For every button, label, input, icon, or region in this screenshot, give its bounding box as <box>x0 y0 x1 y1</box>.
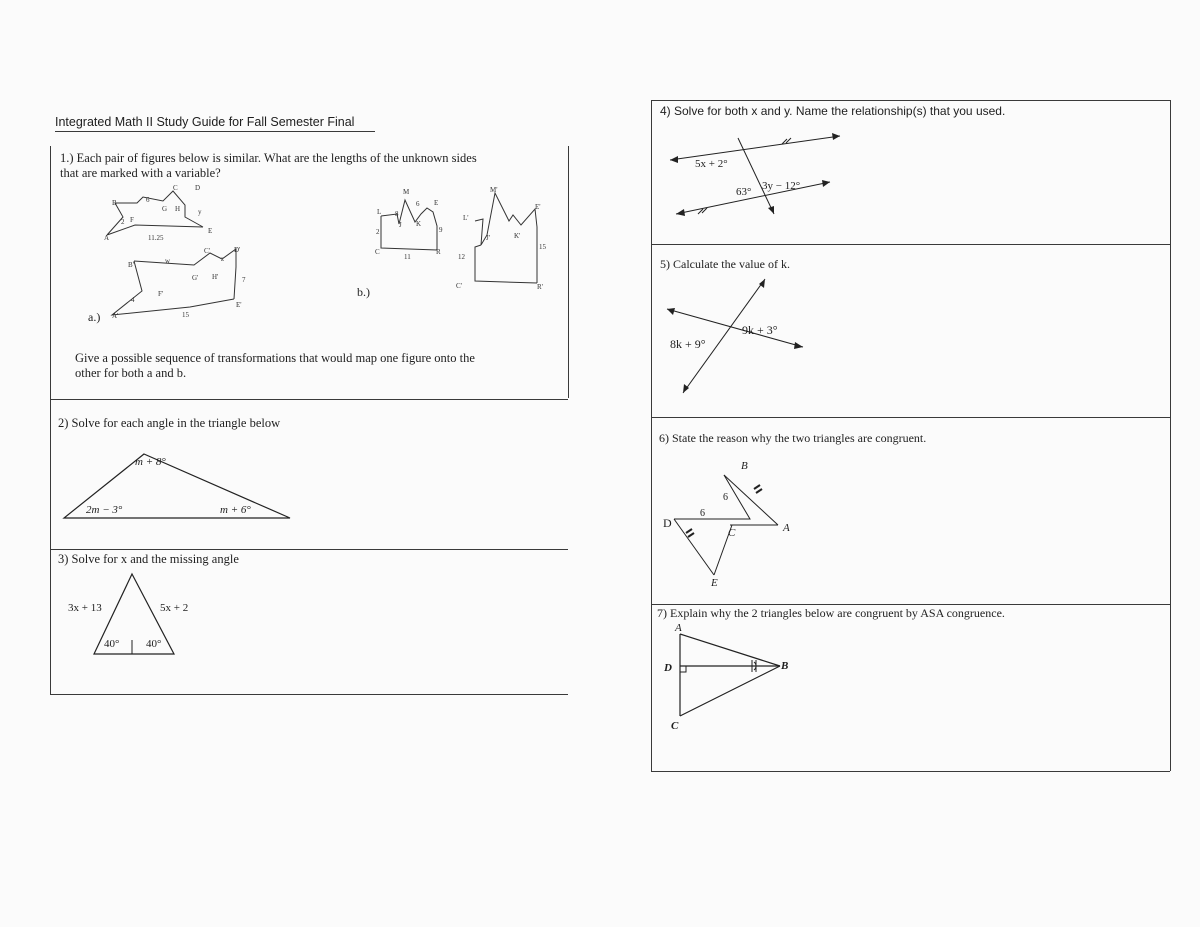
q3-angle-right: 40° <box>146 638 162 650</box>
q6-label-C: C <box>728 527 736 539</box>
fig-a-label-B: B <box>112 199 117 207</box>
q1-figure-b-large <box>465 185 555 295</box>
q4-label-5x: 5x + 2° <box>695 158 728 170</box>
right-top-rule <box>651 100 1170 101</box>
q2-prompt: 2) Solve for each angle in the triangle below <box>58 416 281 430</box>
q6-label-six2: 6 <box>723 492 728 503</box>
fig-a-label-1125: 11.25 <box>148 234 164 242</box>
q7-prompt: 7) Explain why the 2 triangles below are congruent by ASA congruence. <box>657 606 1005 620</box>
q1-followup-line2: other for both a and b. <box>75 366 187 380</box>
fig-a-label-A: A <box>104 234 110 242</box>
q4-diagram <box>670 130 840 220</box>
fig-b-label-J: J <box>399 221 402 229</box>
q6-label-E: E <box>711 577 718 589</box>
fig-b-label-15: 15 <box>539 243 546 251</box>
q6-label-B: B <box>741 460 748 472</box>
fig-b-label-9: 9 <box>439 226 443 234</box>
fig-a-label-F: F <box>130 216 134 224</box>
q7-label-A: A <box>675 622 682 634</box>
fig-a-label-Hprime: H' <box>212 273 219 281</box>
fig-a-label-C: C <box>173 184 178 192</box>
q2-bottom-rule <box>50 549 568 550</box>
q6-label-A: A <box>783 522 790 534</box>
fig-a-label-6: 6 <box>146 196 150 204</box>
q6-bottom-rule <box>651 604 1170 605</box>
fig-a-label-2: 2 <box>121 218 125 226</box>
fig-b-label-12: 12 <box>458 253 465 261</box>
fig-a-label-4: 4 <box>131 296 135 304</box>
q2-top-angle: m + 8° <box>135 456 166 468</box>
fig-a-label-w: w <box>165 257 171 265</box>
q1-part-a: a.) <box>88 310 101 324</box>
fig-a-label-G: G <box>162 205 168 213</box>
fig-b-label-2: 2 <box>376 228 380 236</box>
fig-a-label-Dprime: D' <box>234 246 241 254</box>
fig-b-label-Lprime: L' <box>463 214 469 222</box>
q1-figure-a <box>115 185 265 245</box>
q7-label-B: B <box>781 660 789 672</box>
fig-a-label-Cprime: C' <box>204 247 210 255</box>
fig-a-label-Aprime: A' <box>112 312 119 320</box>
q3-right-side: 5x + 2 <box>160 602 189 614</box>
q1-prompt-line1: 1.) Each pair of figures below is similar. What are the lengths of the unknown sides <box>60 151 477 165</box>
fig-b-label-Eprime: E' <box>535 203 541 211</box>
fig-b-label-M: M <box>403 188 410 196</box>
fig-a-label-D: D <box>195 184 201 192</box>
fig-a-label-Gprime: G' <box>192 274 199 282</box>
fig-b-label-K: K <box>416 220 422 228</box>
q3-bottom-rule <box>50 694 568 695</box>
q1-figure-a-image <box>90 245 250 315</box>
q4-label-3y: 3y − 12° <box>762 180 801 192</box>
q4-label-63: 63° <box>736 186 752 198</box>
fig-b-label-Kprime: K' <box>514 232 521 240</box>
right-left-border <box>651 100 652 771</box>
q3-left-side: 3x + 13 <box>68 602 102 614</box>
q7-diagram <box>672 630 802 730</box>
q1-bottom-rule <box>50 399 568 400</box>
title-underline <box>55 131 375 132</box>
right-right-border <box>1170 100 1171 771</box>
fig-b-label-Cprime: C' <box>456 282 462 290</box>
fig-b-label-L: L <box>377 208 382 216</box>
q1-part-b: b.) <box>357 285 370 299</box>
fig-a-label-Eprime: E' <box>236 301 242 309</box>
q1-followup-line1: Give a possible sequence of transformations that would map one figure onto the <box>75 351 475 365</box>
fig-a-label-Bprime: B' <box>128 261 134 269</box>
fig-b-label-Mprime: M' <box>490 186 498 194</box>
fig-b-label-Jprime: J' <box>486 234 490 242</box>
q5-label-right: 9k + 3° <box>742 323 778 337</box>
q1-right-border <box>568 146 569 398</box>
fig-a-label-E: E <box>208 227 213 235</box>
q1-left-border <box>50 146 51 695</box>
q4-prompt: 4) Solve for both x and y. Name the relationship(s) that you used. <box>660 104 1006 118</box>
q3-angle-left: 40° <box>104 638 120 650</box>
q2-left-angle: 2m − 3° <box>86 504 123 516</box>
q5-prompt: 5) Calculate the value of k. <box>660 257 790 271</box>
fig-a-label-Fprime: F' <box>158 290 164 298</box>
page-title: Integrated Math II Study Guide for Fall Semester Final <box>55 115 355 129</box>
fig-a-label-7: 7 <box>242 276 246 284</box>
fig-b-label-8: 8 <box>395 210 399 218</box>
q6-prompt: 6) State the reason why the two triangles are congruent. <box>659 431 927 445</box>
fig-b-label-R: R <box>436 248 441 256</box>
fig-a-label-15: 15 <box>182 311 189 319</box>
fig-b-label-C: C <box>375 248 380 256</box>
q4-bottom-rule <box>651 244 1170 245</box>
fig-a-label-y: y <box>198 208 202 216</box>
q2-right-angle: m + 6° <box>220 504 251 516</box>
q6-label-D: D <box>663 516 672 530</box>
q5-label-left: 8k + 9° <box>670 337 706 351</box>
q7-label-D: D <box>664 662 672 674</box>
fig-a-label-z: z <box>221 255 225 263</box>
fig-b-label-E: E <box>434 199 439 207</box>
q5-diagram <box>665 275 805 395</box>
q5-bottom-rule <box>651 417 1170 418</box>
right-bottom-rule <box>651 771 1170 772</box>
fig-b-label-6: 6 <box>416 200 420 208</box>
q3-prompt: 3) Solve for x and the missing angle <box>58 552 239 566</box>
fig-b-label-11: 11 <box>404 253 411 261</box>
q6-label-six1: 6 <box>700 508 705 519</box>
q1-prompt-line2: that are marked with a variable? <box>60 166 221 180</box>
q7-label-C: C <box>671 720 679 732</box>
fig-a-label-H: H <box>175 205 181 213</box>
fig-b-label-Rprime: R' <box>537 283 543 291</box>
